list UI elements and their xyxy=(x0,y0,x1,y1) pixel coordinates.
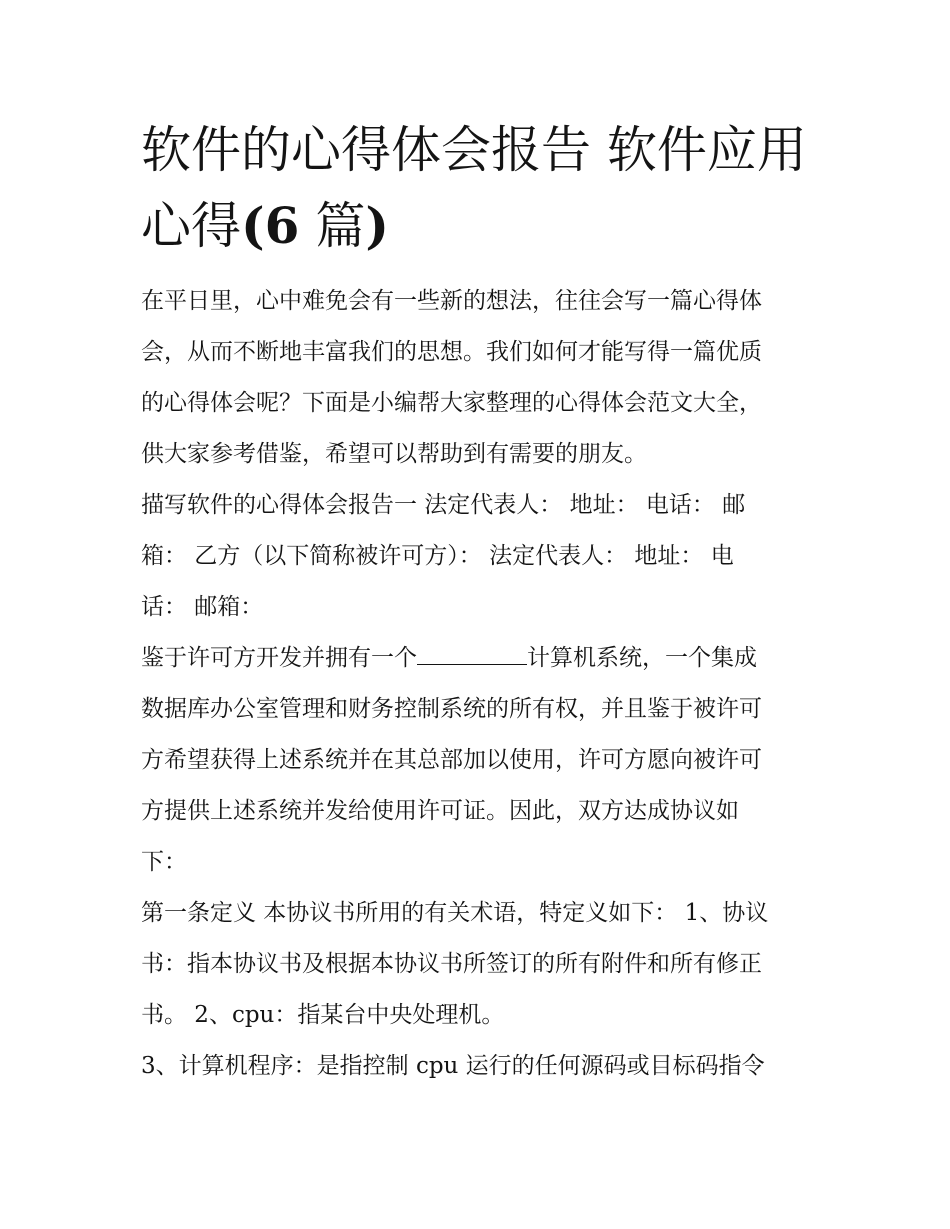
paragraph-line: 3、计算机程序：是指控制 cpu 运行的任何源码或目标码指令 xyxy=(141,1053,765,1079)
paragraph-line: 书。 2、cpu：指某台中央处理机。 xyxy=(141,1002,505,1028)
paragraph-parties xyxy=(141,480,821,633)
title-line-2-part-a: 心得 xyxy=(141,197,241,255)
document-body xyxy=(141,276,821,1092)
paragraph-line: 数据库办公室管理和财务控制系统的所有权，并且鉴于被许可 xyxy=(141,696,762,722)
paragraph-line: 书：指本协议书及根据本协议书所签订的所有附件和所有修正 xyxy=(141,951,762,977)
paragraph-line: 下： xyxy=(141,849,187,875)
paragraph-line: 在平日里，心中难免会有一些新的想法，往往会写一篇心得体 xyxy=(141,288,762,314)
paragraph-line: 供大家参考借鉴，希望可以帮助到有需要的朋友。 xyxy=(141,441,647,467)
paragraph-line: 会，从而不断地丰富我们的思想。我们如何才能写得一篇优质 xyxy=(141,339,762,365)
line-text-before-blank: 鉴于许可方开发并拥有一个 xyxy=(141,645,417,671)
title-line-2-part-d: ) xyxy=(365,196,390,255)
title-line-1: 软件的心得体会报告 软件应用 xyxy=(141,121,807,179)
paragraph-line: 话： 邮箱： xyxy=(141,594,264,620)
paragraph-line: 方希望获得上述系统并在其总部加以使用，许可方愿向被许可 xyxy=(141,747,762,773)
paragraph-line xyxy=(141,633,821,684)
paragraph-whereas xyxy=(141,633,821,888)
paragraph-line: 的心得体会呢？下面是小编帮大家整理的心得体会范文大全， xyxy=(141,390,762,416)
paragraph-line: 第一条定义 本协议书所用的有关术语，特定义如下： 1、协议 xyxy=(141,900,769,926)
paragraph-line: 方提供上述系统并发给使用许可证。因此，双方达成协议如 xyxy=(141,798,739,824)
line-text-after-blank: 计算机系统，一个集成 xyxy=(527,645,757,671)
paragraph-line: 描写软件的心得体会报告一 法定代表人： 地址： 电话： 邮 xyxy=(141,492,746,518)
paragraph-line: 箱： 乙方（以下简称被许可方）： 法定代表人： 地址： 电 xyxy=(141,543,734,569)
title-line-2 xyxy=(141,188,831,264)
paragraph-definition-3 xyxy=(141,1041,821,1092)
title-line-2-part-b: (6 xyxy=(241,196,300,255)
paragraph-article-1 xyxy=(141,888,821,1041)
document-title xyxy=(141,112,831,264)
title-line-2-part-c: 篇 xyxy=(299,197,366,255)
paragraph-intro xyxy=(141,276,821,480)
fill-in-blank xyxy=(417,642,527,665)
